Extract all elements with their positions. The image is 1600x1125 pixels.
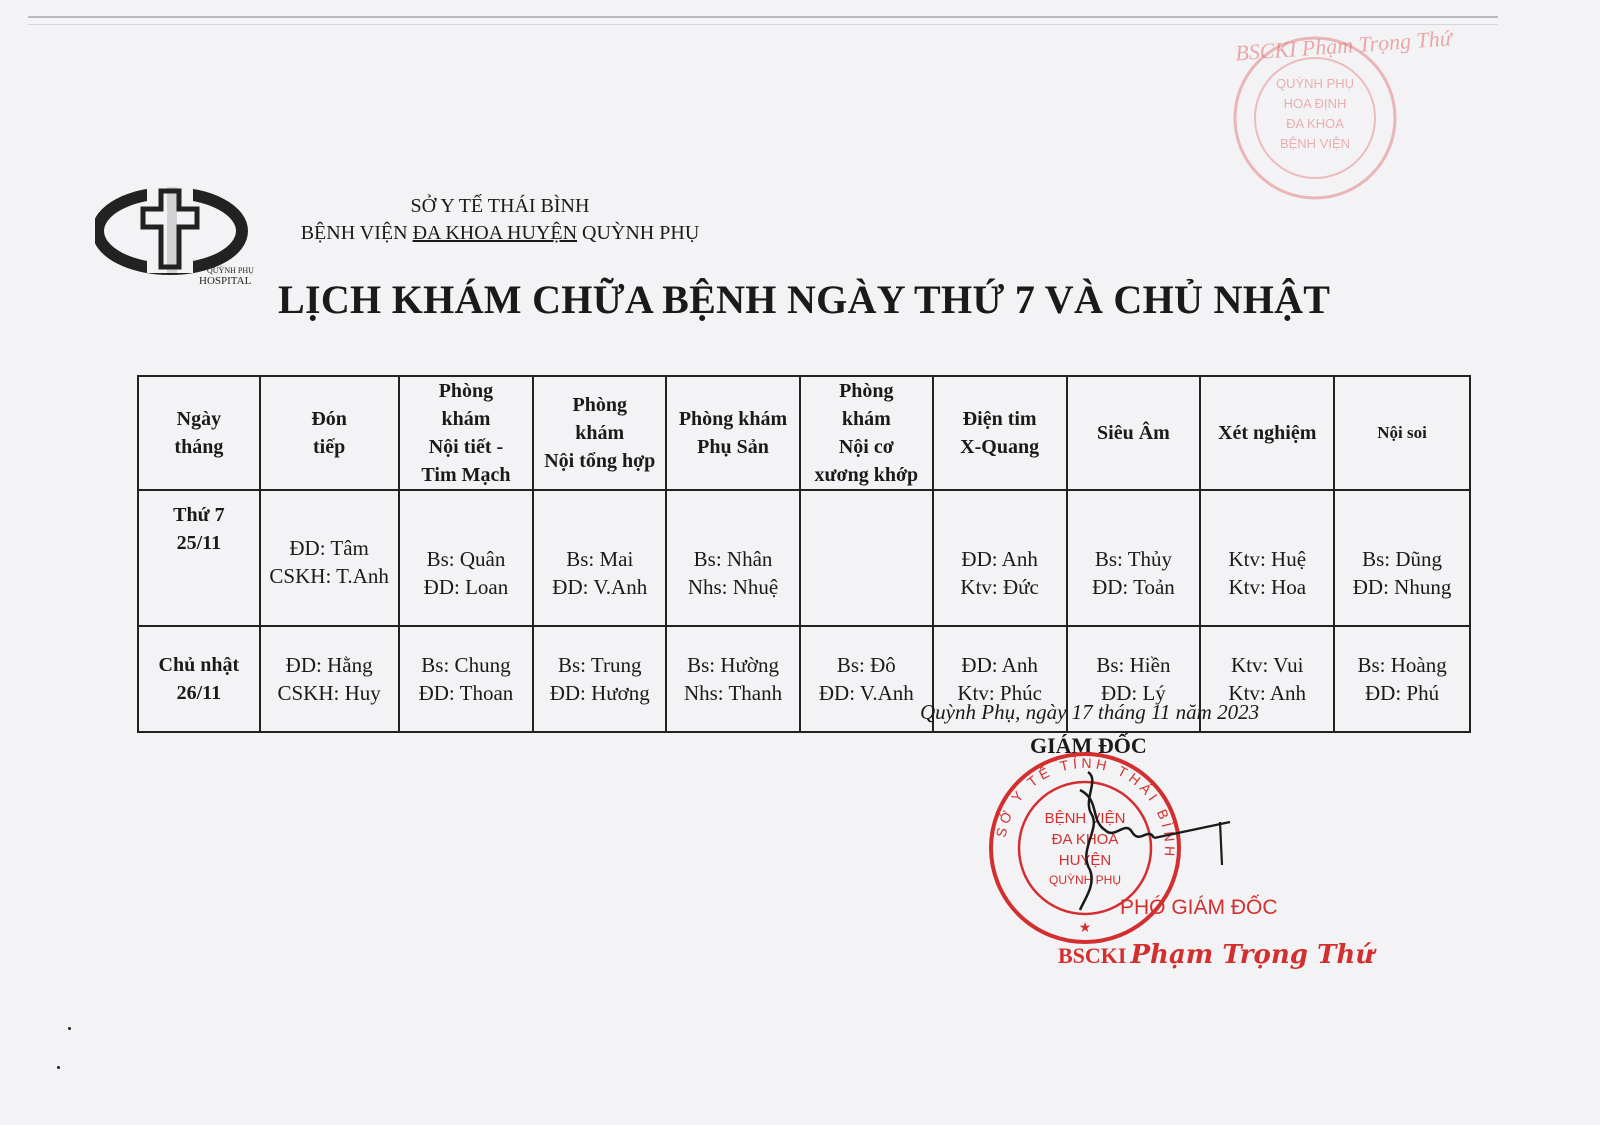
cell-line: ĐD: Tâm [289, 536, 369, 560]
seal-star: ★ [1078, 921, 1092, 936]
corner-seal-line-1: QUỲNH PHỤ [1275, 76, 1355, 91]
col-header-lab-l1: Xét nghiệm [1218, 422, 1317, 444]
col-header-general-l3: Nội tổng hợp [544, 450, 656, 472]
cell-line: ĐD: Lý [1101, 681, 1166, 705]
schedule-table [137, 375, 1471, 733]
col-header-lab-test [1200, 376, 1334, 490]
table-cell [399, 626, 534, 732]
vice-director-title: PHÓ GIÁM ĐỐC [1120, 896, 1278, 919]
scan-edge-line-faint [28, 24, 1498, 25]
hospital-name-prefix: BỆNH VIỆN [300, 222, 413, 244]
cell-line: Ktv: Anh [1228, 681, 1307, 705]
cell-line: ĐD: Anh [961, 547, 1038, 571]
cell-line: ĐD: Toản [1092, 575, 1175, 599]
col-header-endo-l3: Nội tiết - [428, 436, 504, 458]
col-header-general-l2: khám [575, 422, 625, 444]
table-cell [260, 490, 399, 626]
cell-line: Bs: Quân [426, 547, 506, 571]
logo-line-2: HOSPITAL [199, 275, 252, 287]
table-cell [533, 626, 666, 732]
signer-name: Phạm Trọng Thứ [1130, 940, 1375, 970]
date-value: 25/11 [176, 532, 222, 554]
cell-line: ĐD: Anh [961, 653, 1038, 677]
hospital-name-underlined: ĐA KHOA HUYỆN [412, 222, 578, 244]
document-title: LỊCH KHÁM CHỮA BỆNH NGÀY THỨ 7 VÀ CHỦ NHẬT [278, 277, 1331, 322]
cell-line: ĐD: V.Anh [818, 681, 914, 705]
table-cell [933, 490, 1067, 626]
table-cell [533, 490, 666, 626]
logo-line-1: QUỲNH PHỤ [207, 266, 254, 275]
table-cell [1200, 490, 1334, 626]
scan-speck [57, 1066, 60, 1069]
hospital-name [0, 222, 1000, 245]
col-header-date-l2: tháng [174, 436, 224, 458]
col-header-musculo-l3: Nội cơ [838, 436, 894, 458]
cell-line: ĐD: V.Anh [552, 575, 648, 599]
cell-line: Bs: Thủy [1094, 547, 1173, 571]
scan-speck [68, 1027, 71, 1030]
cell-line: Bs: Đô [836, 653, 896, 677]
date-value: 26/11 [176, 682, 222, 704]
cell-line: ĐD: Loan [423, 575, 509, 599]
signer-degree: BSCKI [1058, 943, 1127, 968]
seal-line-2: ĐA KHOA [1051, 831, 1119, 848]
col-header-musculo-l1: Phòng [839, 380, 894, 402]
cell-line: Ktv: Đức [960, 575, 1039, 599]
table-cell [800, 626, 933, 732]
cell-line: Bs: Mai [566, 547, 634, 571]
seal-ring-text: SỞ Y TẾ TỈNH THÁI BÌNH [992, 754, 1179, 861]
hospital-name-suffix: QUỲNH PHỤ [577, 222, 700, 244]
corner-seal-line-3: ĐA KHOA [1286, 116, 1344, 131]
table-cell [1067, 490, 1201, 626]
col-header-ecg-l1: Điện tim [962, 408, 1037, 430]
corner-seal-line-4: BỆNH VIỆN [1279, 136, 1351, 151]
table-cell [1334, 626, 1470, 732]
col-header-obstetrics [666, 376, 800, 490]
row-date-saturday [138, 490, 260, 626]
col-header-date-l1: Ngày [176, 408, 222, 430]
cell-line: Nhs: Thanh [683, 681, 783, 705]
place-and-date: Quỳnh Phụ, ngày 17 tháng 11 năm 2023 [920, 700, 1260, 724]
cell-line: Bs: Chung [421, 653, 511, 677]
table-cell [260, 626, 399, 732]
cell-line: Bs: Hường [687, 653, 779, 677]
table-cell [666, 626, 800, 732]
col-header-endocrine-cardio [399, 376, 534, 490]
col-header-obstetrics-l1: Phòng khám [678, 408, 788, 430]
col-header-general-internal [533, 376, 666, 490]
cell-line: ĐD: Thoan [418, 681, 514, 705]
col-header-date [138, 376, 260, 490]
cell-line: CSKH: T.Anh [269, 564, 389, 588]
row-date-sunday [138, 626, 260, 732]
table-cell [399, 490, 534, 626]
col-header-musculo-l2: khám [841, 408, 891, 430]
cell-line: Bs: Trung [558, 653, 642, 677]
col-header-ecg-xray [933, 376, 1067, 490]
col-header-endo-l2: khám [441, 408, 491, 430]
col-header-endoscopy [1334, 376, 1470, 490]
col-header-reception [260, 376, 399, 490]
cell-line: CSKH: Huy [277, 681, 381, 705]
seal-line-4: QUỲNH PHỤ [1048, 873, 1122, 887]
col-header-reception-l1: Đón [311, 408, 347, 430]
department-name: SỞ Y TẾ THÁI BÌNH [410, 195, 590, 217]
director-title: GIÁM ĐỐC [1030, 733, 1147, 758]
col-header-ultrasound-l1: Siêu Âm [1097, 422, 1170, 444]
cell-line: Nhs: Nhuệ [687, 575, 779, 599]
col-header-musculo-l4: xương khớp [814, 464, 919, 486]
col-header-reception-l2: tiếp [313, 436, 346, 458]
cell-line: Bs: Hiền [1096, 653, 1171, 677]
header-row [138, 376, 1470, 490]
cell-line: Bs: Dũng [1362, 547, 1443, 571]
cell-line: ĐD: Hằng [285, 653, 373, 677]
col-header-musculoskeletal [800, 376, 933, 490]
seal-line-3: HUYỆN [1058, 852, 1112, 869]
table-cell-empty [800, 490, 933, 626]
table-cell [1334, 490, 1470, 626]
col-header-ultrasound [1067, 376, 1201, 490]
cell-line: ĐD: Nhung [1352, 575, 1452, 599]
col-header-general-l1: Phòng [572, 394, 627, 416]
corner-seal-line-2: HOA ĐỊNH [1283, 96, 1347, 111]
date-day: Thứ 7 [173, 504, 225, 526]
col-header-endo-l4: Tim Mạch [421, 464, 511, 486]
col-header-obstetrics-l2: Phụ Sản [697, 436, 769, 458]
seal-line-1: BỆNH VIỆN [1044, 810, 1126, 827]
cell-line: Ktv: Vui [1231, 653, 1304, 677]
corner-handwritten-note: BSCKI Phạm Trọng Thứ [1234, 25, 1453, 66]
cell-line: Bs: Nhân [693, 547, 773, 571]
col-header-ecg-l2: X-Quang [960, 436, 1040, 458]
cell-line: ĐD: Hương [549, 681, 650, 705]
cell-line: Bs: Hoàng [1357, 653, 1447, 677]
cell-line: Ktv: Hoa [1228, 575, 1307, 599]
signer [1058, 940, 1374, 970]
date-day: Chủ nhật [158, 654, 240, 676]
table-row-saturday [138, 490, 1470, 626]
scan-edge-line [28, 16, 1498, 18]
col-header-endo-l1: Phòng [438, 380, 494, 402]
cell-line: ĐD: Phú [1365, 681, 1440, 705]
table-cell [666, 490, 800, 626]
col-header-endoscopy-l1: Nội soi [1377, 423, 1427, 442]
cell-line: Ktv: Huệ [1228, 547, 1307, 571]
cell-line: Ktv: Phúc [957, 681, 1042, 705]
